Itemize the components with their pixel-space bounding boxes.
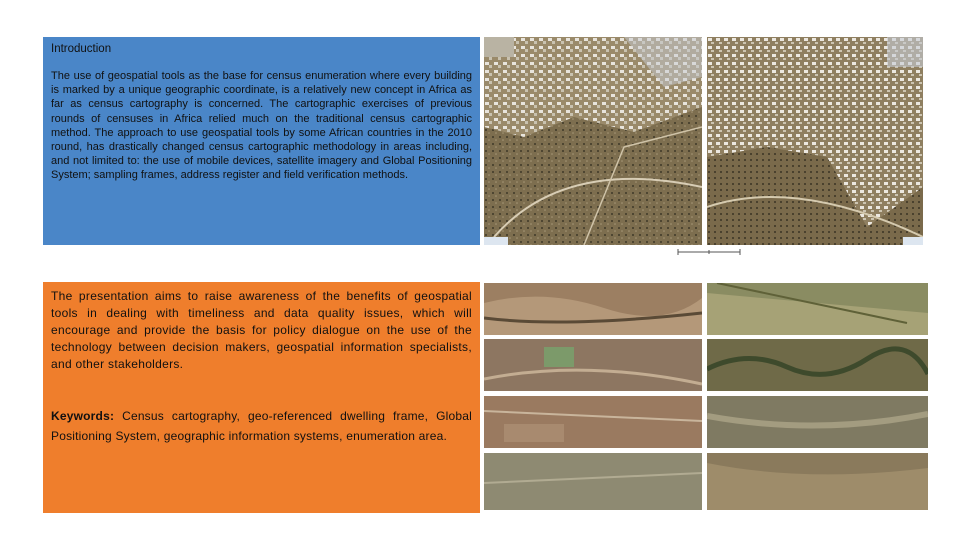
town-area-image: [484, 396, 702, 448]
hillside-terrain-image: [707, 283, 928, 335]
introduction-heading: Introduction: [51, 43, 112, 55]
keywords-label: Keywords:: [51, 409, 115, 423]
introduction-body: The use of geospatial tools as the base for census enumeration where every building is marked by a unique geographic coordinate, is a relatively new concept in Africa as far as census cartography is concerned. The cartographic exercises of previous rounds of censuses in Africa relied much on the traditional census cartographic method. The approach to use geospatial tools by some African countries in the 2010 round, has drastically changed census cartographic methodology in areas including, and not limited to: the use of mobile devices, satellite imagery and Global Positioning System; sampling frames, address register and field verification methods.: [51, 70, 472, 182]
satellite-image-settlement-2: [707, 37, 923, 245]
keywords-text: Census cartography, geo-referenced dwelling frame, Global Positioning System, geographic information systems, enumeration area.: [51, 409, 472, 443]
sparse-settlement-image: [484, 453, 702, 510]
presentation-aim-text: The presentation aims to raise awareness of the benefits of geospatial tools in dealing with timeliness and data quality issues, which will encourage and provide the basis for policy dialogue on the use of the technology between decision makers, geospatial information specialists, and other stakeholders.: [51, 289, 472, 371]
urban-sprawl-image: [484, 283, 702, 335]
aim-keywords-box: [43, 282, 480, 513]
introduction-box: [43, 37, 480, 245]
arid-plain-image: [707, 453, 928, 510]
keywords-paragraph: [51, 406, 472, 446]
map-scale-bar: [676, 246, 746, 258]
dense-settlement-image: [484, 339, 702, 391]
satellite-image-settlement-1: [484, 37, 702, 245]
dry-terrain-image: [707, 396, 928, 448]
river-valley-image: [707, 339, 928, 391]
